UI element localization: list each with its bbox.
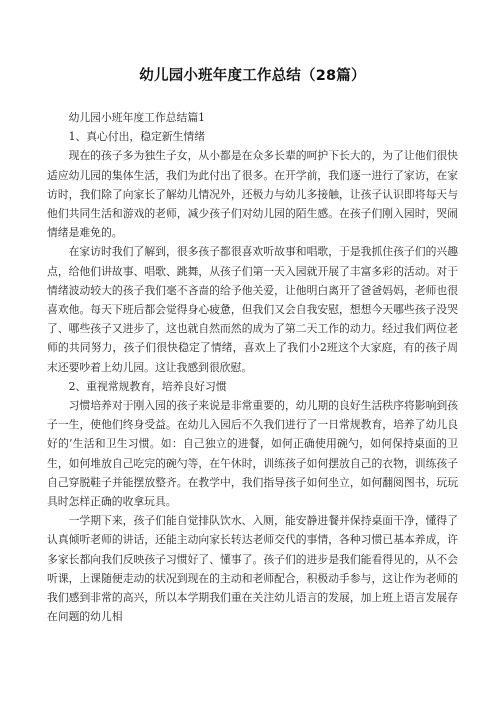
body-paragraph: 习惯培养对于刚入园的孩子来说是非常重要的，幼儿期的良好生活秩序将影响到孩子一生，使他们终身受益。在幼儿入园后不久我们进行了一日常规教育，培养了幼儿良好的’生活和卫生习惯。如：自己独立的进餐，如何正确使用碗勺，如何保持桌面的卫生，如何堆放自己吃完的碗勺等，在午休时，训练孩子如何摆放自己的衣物，训练孩子自己穿脱鞋子并能摆放整齐。在教学中，我们指导孩子如何坐立，如何翻阅图书，玩玩具时怎样正确的收拿玩具。 <box>47 399 458 509</box>
document-body <box>47 108 458 626</box>
section-heading-2: 2、重视常规教育，培养良好习惯 <box>68 379 227 393</box>
body-paragraph: 在家访时我们了解到，很多孩子都很喜欢听故事和唱歌，于是我抓住孩子们的兴趣点，给他们讲故事、唱歌、跳舞，从孩子们第一天入园就开展了丰富多彩的活动。对于情绪波动较大的孩子我们毫不吝啬的给予他关爱，让他明白离开了爸爸妈妈，老师也很喜欢他。每天下班后都会觉得身心疲惫，但我们又会自我安慰，想想今天哪些孩子没哭了、哪些孩子又进步了，这也就自然而然的成为了第二天工作的动力。经过我们两位老师的共同努力，孩子们很快稳定了情绪，喜欢上了我们小2班这个大家庭，有的孩子周末还要吵着上幼儿园。这让我感到很欣慰。 <box>47 245 458 374</box>
document-title: 幼儿园小班年度工作总结（28篇） <box>139 68 366 84</box>
body-paragraph: 一学期下来，孩子们能自觉排队饮水、入厕，能安静进餐并保持桌面干净，懂得了认真倾听老师的讲话，还能主动向家长转达老师交代的事情，各种习惯已基本养成，许多家长都向我们反映孩子习惯好了、懂事了。孩子们的进步是我们能看得见的，从不会听课，上课随便走动的状况到现在的主动和老师配合，积极动手参与，这让作为老师的我们感到非常的高兴，所以本学期我们重在关注幼儿语言的发展，加上班上语言发展存在问题的幼儿相 <box>47 514 458 624</box>
section-heading-1: 1、真心付出，稳定新生情绪 <box>68 130 206 144</box>
document-subtitle: 幼儿园小班年度工作总结篇1 <box>68 111 206 124</box>
body-paragraph: 现在的孩子多为独生子女，从小都是在众多长辈的呵护下长大的，为了让他们很快适应幼儿园的集体生活，我们为此付出了很多。在开学前，我们逐一进行了家访，在家访时，我们除了向家长了解幼儿情况外，还极力与幼儿多接触，让孩子认识即将每天与他们共同生活和游戏的老师，减少孩子们对幼儿园的陌生感。在孩子们刚入园时，哭闹情绪是难免的。 <box>47 149 458 240</box>
